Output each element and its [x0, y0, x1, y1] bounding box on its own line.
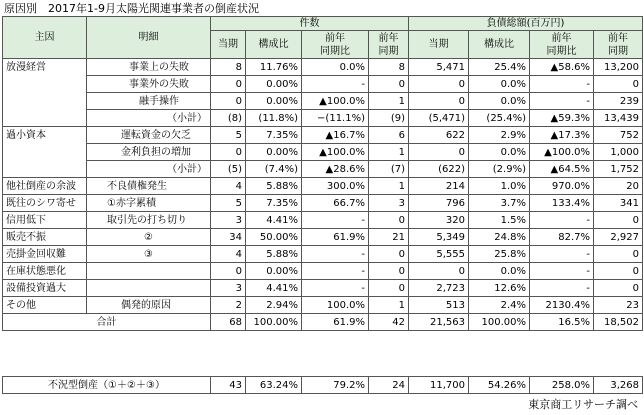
header-debt-current: 当期	[409, 31, 469, 59]
total-count-current: 68	[211, 314, 246, 331]
debt-current-cell: 0	[409, 76, 469, 93]
debt-prev-cell: 0	[594, 76, 643, 93]
count-yoy-cell: 61.9%	[302, 229, 369, 246]
count-prev-cell: 21	[369, 229, 409, 246]
recession-debt-current: 11,700	[409, 377, 469, 394]
cause-cell: 売掛金回収難	[3, 246, 87, 263]
table-row	[3, 76, 643, 93]
count-yoy-cell: -	[302, 212, 369, 229]
debt-current-cell: 5,471	[409, 59, 469, 76]
debt-yoy-cell: 970.0%	[530, 178, 594, 195]
debt-yoy-cell: -	[530, 246, 594, 263]
count-prev-cell: (9)	[369, 110, 409, 127]
count-current-cell: 0	[211, 93, 246, 110]
debt-yoy-cell: ▲17.3%	[530, 127, 594, 144]
debt-yoy-cell: 82.7%	[530, 229, 594, 246]
detail-cell: 融手操作	[87, 93, 211, 110]
recession-debt-prev: 3,268	[594, 377, 643, 394]
count-ratio-cell: 50.00%	[246, 229, 302, 246]
debt-prev-cell: 20	[594, 178, 643, 195]
count-ratio-cell: 0.00%	[246, 76, 302, 93]
debt-current-cell: 513	[409, 297, 469, 314]
count-yoy-cell: 66.7%	[302, 195, 369, 212]
debt-current-cell: 214	[409, 178, 469, 195]
recession-row	[3, 377, 643, 394]
count-ratio-cell: 2.94%	[246, 297, 302, 314]
total-debt-ratio: 100.00%	[469, 314, 530, 331]
debt-current-cell: 0	[409, 144, 469, 161]
total-label: 合計	[3, 314, 211, 331]
header-count-group: 件数	[211, 17, 409, 31]
count-prev-cell: 1	[369, 144, 409, 161]
debt-ratio-cell: 25.4%	[469, 59, 530, 76]
count-prev-cell: (7)	[369, 161, 409, 178]
count-yoy-cell: ▲100.0%	[302, 93, 369, 110]
cause-cell: 放漫経営	[3, 59, 87, 76]
detail-cell: ①赤字累積	[87, 195, 211, 212]
page-title: 原因別 2017年1-9月太陽光関連事業者の倒産状況	[4, 2, 259, 15]
debt-prev-cell: 23	[594, 297, 643, 314]
debt-ratio-cell: 0.0%	[469, 76, 530, 93]
detail-cell: （小計）	[87, 161, 211, 178]
debt-current-cell: 796	[409, 195, 469, 212]
cause-cell	[3, 93, 87, 110]
total-count-ratio: 100.00%	[246, 314, 302, 331]
count-prev-cell: 8	[369, 59, 409, 76]
count-current-cell: 2	[211, 297, 246, 314]
count-ratio-cell: 4.41%	[246, 212, 302, 229]
count-yoy-cell: -	[302, 280, 369, 297]
debt-prev-cell: 0	[594, 212, 643, 229]
count-prev-cell: 3	[369, 195, 409, 212]
count-yoy-cell: -	[302, 246, 369, 263]
cause-cell	[3, 110, 87, 127]
debt-current-cell: 0	[409, 93, 469, 110]
count-current-cell: 0	[211, 144, 246, 161]
debt-prev-cell: 2,927	[594, 229, 643, 246]
detail-cell: （小計）	[87, 110, 211, 127]
cause-cell: 他社倒産の余波	[3, 178, 87, 195]
header-cause: 主因	[3, 17, 87, 59]
count-current-cell: 0	[211, 263, 246, 280]
count-ratio-cell: 5.88%	[246, 178, 302, 195]
debt-current-cell: 0	[409, 263, 469, 280]
count-prev-cell: 0	[369, 212, 409, 229]
detail-cell: 事業外の失敗	[87, 76, 211, 93]
debt-ratio-cell: 1.0%	[469, 178, 530, 195]
header-debt-yoy: 前年 同期比	[530, 31, 594, 59]
debt-prev-cell: 0	[594, 280, 643, 297]
count-ratio-cell: 4.41%	[246, 280, 302, 297]
cause-cell: その他	[3, 297, 87, 314]
table-row	[3, 144, 643, 161]
count-yoy-cell: ▲16.7%	[302, 127, 369, 144]
cause-cell	[3, 161, 87, 178]
table-row	[3, 246, 643, 263]
header-count-ratio: 構成比	[246, 31, 302, 59]
debt-current-cell: 2,723	[409, 280, 469, 297]
total-row	[3, 314, 643, 331]
cause-cell: 過小資本	[3, 127, 87, 144]
count-current-cell: 5	[211, 127, 246, 144]
table-row	[3, 195, 643, 212]
subtotal-row	[3, 161, 643, 178]
count-current-cell: 4	[211, 246, 246, 263]
debt-current-cell: 5,555	[409, 246, 469, 263]
header-count-current: 当期	[211, 31, 246, 59]
table-row	[3, 229, 643, 246]
table-row	[3, 280, 643, 297]
detail-cell	[87, 280, 211, 297]
debt-prev-cell: 13,200	[594, 59, 643, 76]
total-count-yoy: 61.9%	[302, 314, 369, 331]
recession-bankruptcy-table	[2, 376, 643, 394]
count-prev-cell: 1	[369, 93, 409, 110]
recession-label: 不況型倒産（①＋②＋③）	[3, 377, 211, 394]
debt-ratio-cell: 24.8%	[469, 229, 530, 246]
header-debt-prev: 前年 同期	[594, 31, 643, 59]
header-debt-group: 負債総額(百万円)	[409, 17, 643, 31]
count-ratio-cell: 7.35%	[246, 195, 302, 212]
debt-current-cell: (622)	[409, 161, 469, 178]
cause-cell	[3, 144, 87, 161]
debt-prev-cell: 13,439	[594, 110, 643, 127]
debt-current-cell: 5,349	[409, 229, 469, 246]
debt-ratio-cell: 0.0%	[469, 263, 530, 280]
detail-cell: 不良債権発生	[87, 178, 211, 195]
count-yoy-cell: −(11.1%)	[302, 110, 369, 127]
recession-count-ratio: 63.24%	[246, 377, 302, 394]
count-ratio-cell: 11.76%	[246, 59, 302, 76]
count-current-cell: 5	[211, 195, 246, 212]
debt-ratio-cell: 1.5%	[469, 212, 530, 229]
header-count-yoy: 前年 同期比	[302, 31, 369, 59]
count-ratio-cell: (11.8%)	[246, 110, 302, 127]
cause-cell: 販売不振	[3, 229, 87, 246]
total-debt-prev: 18,502	[594, 314, 643, 331]
count-ratio-cell: 7.35%	[246, 127, 302, 144]
debt-ratio-cell: 2.9%	[469, 127, 530, 144]
total-debt-yoy: 16.5%	[530, 314, 594, 331]
debt-yoy-cell: ▲64.5%	[530, 161, 594, 178]
count-ratio-cell: 0.00%	[246, 93, 302, 110]
table-row	[3, 178, 643, 195]
cause-cell: 設備投資過大	[3, 280, 87, 297]
total-count-prev: 42	[369, 314, 409, 331]
debt-prev-cell: 1,752	[594, 161, 643, 178]
count-prev-cell: 0	[369, 280, 409, 297]
debt-current-cell: 622	[409, 127, 469, 144]
count-current-cell: (8)	[211, 110, 246, 127]
debt-yoy-cell: -	[530, 212, 594, 229]
debt-prev-cell: 0	[594, 263, 643, 280]
recession-count-prev: 24	[369, 377, 409, 394]
detail-cell: 金利負担の増加	[87, 144, 211, 161]
table-row	[3, 127, 643, 144]
recession-count-yoy: 79.2%	[302, 377, 369, 394]
debt-yoy-cell: ▲59.3%	[530, 110, 594, 127]
cause-cell: 既往のシワ寄せ	[3, 195, 87, 212]
count-prev-cell: 6	[369, 127, 409, 144]
debt-yoy-cell: -	[530, 93, 594, 110]
detail-cell: 事業上の失敗	[87, 59, 211, 76]
count-current-cell: 3	[211, 280, 246, 297]
count-current-cell: (5)	[211, 161, 246, 178]
debt-ratio-cell: 0.0%	[469, 144, 530, 161]
count-ratio-cell: 0.00%	[246, 263, 302, 280]
debt-ratio-cell: 2.4%	[469, 297, 530, 314]
debt-ratio-cell: (25.4%)	[469, 110, 530, 127]
count-yoy-cell: 300.0%	[302, 178, 369, 195]
debt-prev-cell: 0	[594, 246, 643, 263]
debt-ratio-cell: 25.8%	[469, 246, 530, 263]
cause-cell: 信用低下	[3, 212, 87, 229]
debt-yoy-cell: -	[530, 280, 594, 297]
debt-yoy-cell: 2130.4%	[530, 297, 594, 314]
count-prev-cell: 0	[369, 76, 409, 93]
count-yoy-cell: 100.0%	[302, 297, 369, 314]
count-yoy-cell: ▲28.6%	[302, 161, 369, 178]
recession-debt-yoy: 258.0%	[530, 377, 594, 394]
header-detail: 明細	[87, 17, 211, 59]
count-prev-cell: 1	[369, 178, 409, 195]
header-count-prev: 前年 同期	[369, 31, 409, 59]
recession-debt-ratio: 54.26%	[469, 377, 530, 394]
bankruptcy-cause-table	[2, 16, 643, 331]
subtotal-row	[3, 110, 643, 127]
count-current-cell: 0	[211, 76, 246, 93]
cause-cell	[3, 76, 87, 93]
debt-yoy-cell: -	[530, 263, 594, 280]
count-ratio-cell: (7.4%)	[246, 161, 302, 178]
debt-prev-cell: 1,000	[594, 144, 643, 161]
table-row	[3, 59, 643, 76]
debt-ratio-cell: (2.9%)	[469, 161, 530, 178]
debt-prev-cell: 341	[594, 195, 643, 212]
count-yoy-cell: -	[302, 76, 369, 93]
debt-prev-cell: 239	[594, 93, 643, 110]
debt-yoy-cell: 133.4%	[530, 195, 594, 212]
detail-cell: 取引先の打ち切り	[87, 212, 211, 229]
cause-cell: 在庫状態悪化	[3, 263, 87, 280]
table-row	[3, 212, 643, 229]
count-current-cell: 8	[211, 59, 246, 76]
debt-current-cell: (5,471)	[409, 110, 469, 127]
detail-cell	[87, 263, 211, 280]
count-yoy-cell: -	[302, 263, 369, 280]
count-current-cell: 34	[211, 229, 246, 246]
count-prev-cell: 1	[369, 297, 409, 314]
debt-ratio-cell: 12.6%	[469, 280, 530, 297]
detail-cell: ③	[87, 246, 211, 263]
debt-current-cell: 320	[409, 212, 469, 229]
table-row	[3, 93, 643, 110]
table-row	[3, 263, 643, 280]
count-prev-cell: 0	[369, 246, 409, 263]
table-row	[3, 297, 643, 314]
debt-yoy-cell: ▲100.0%	[530, 144, 594, 161]
debt-ratio-cell: 0.0%	[469, 93, 530, 110]
count-yoy-cell: 0.0%	[302, 59, 369, 76]
count-current-cell: 4	[211, 178, 246, 195]
detail-cell: 偶発的原因	[87, 297, 211, 314]
detail-cell: 運転資金の欠乏	[87, 127, 211, 144]
detail-cell: ②	[87, 229, 211, 246]
header-debt-ratio: 構成比	[469, 31, 530, 59]
count-current-cell: 3	[211, 212, 246, 229]
count-ratio-cell: 5.88%	[246, 246, 302, 263]
debt-ratio-cell: 3.7%	[469, 195, 530, 212]
source-note: 東京商工リサーチ調べ	[528, 398, 638, 411]
debt-yoy-cell: -	[530, 76, 594, 93]
count-prev-cell: 0	[369, 263, 409, 280]
count-ratio-cell: 0.00%	[246, 144, 302, 161]
recession-count-current: 43	[211, 377, 246, 394]
debt-yoy-cell: ▲58.6%	[530, 59, 594, 76]
debt-prev-cell: 752	[594, 127, 643, 144]
total-debt-current: 21,563	[409, 314, 469, 331]
count-yoy-cell: ▲100.0%	[302, 144, 369, 161]
